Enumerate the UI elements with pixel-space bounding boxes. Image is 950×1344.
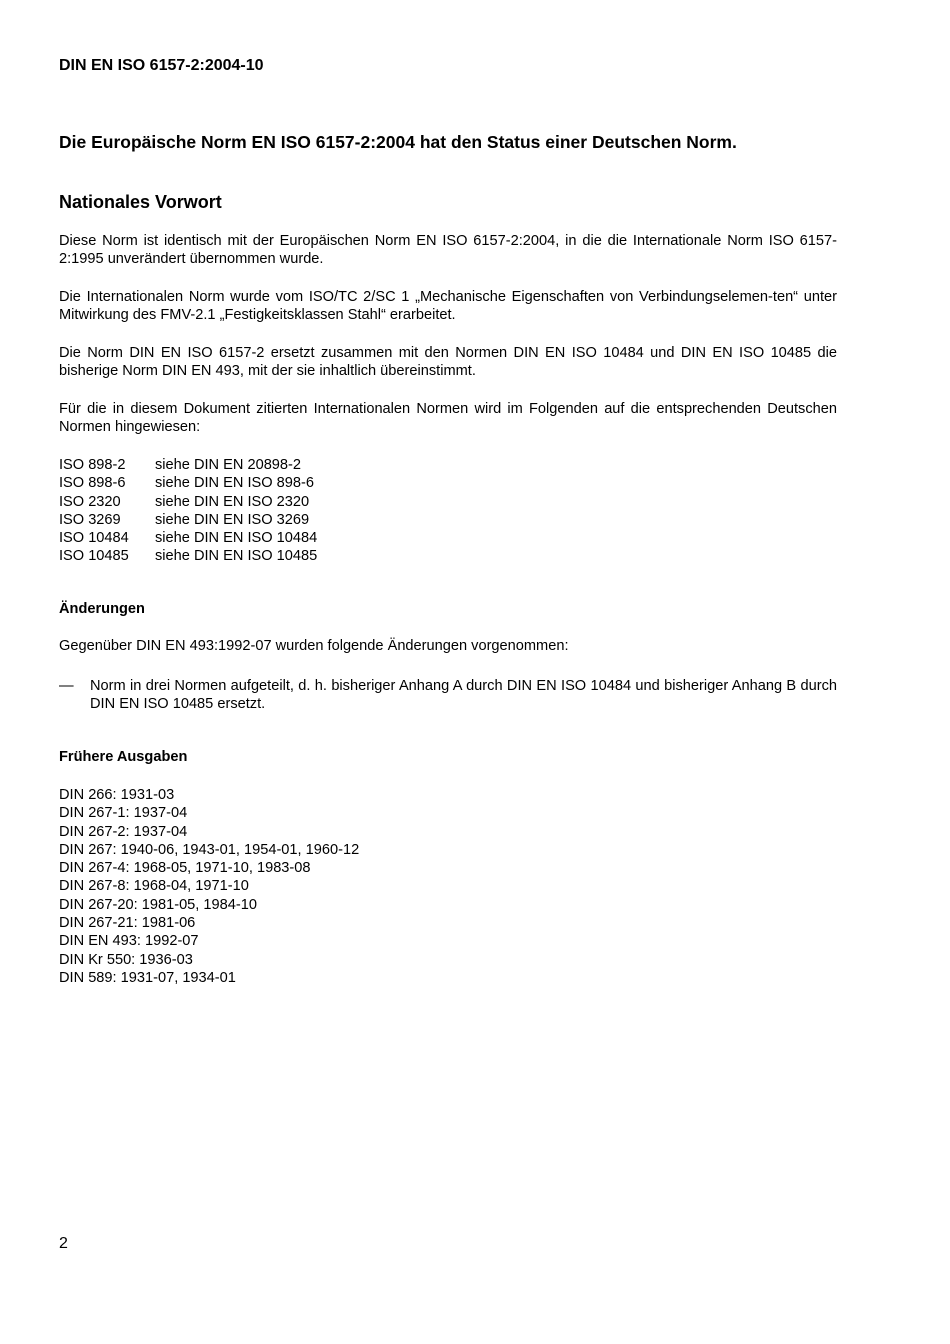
reference-list (59, 456, 317, 566)
edition-item: DIN 589: 1931-07, 1934-01 (59, 969, 236, 986)
din-equivalent: siehe DIN EN ISO 2320 (155, 493, 310, 510)
edition-item: DIN 267-4: 1968-05, 1971-10, 1983-08 (59, 860, 311, 877)
din-equivalent: siehe DIN EN ISO 3269 (155, 511, 310, 528)
dash-bullet: — (59, 678, 74, 694)
change-item-text: Norm in drei Normen aufgeteilt, d. h. bisheriger Anhang A durch DIN EN ISO 10484 und bisheriger Anhang B durch DIN EN ISO 10485 ersetzt. (90, 678, 837, 713)
section-title-aenderungen: Änderungen (59, 601, 145, 617)
edition-item: DIN 267-21: 1981-06 (59, 915, 196, 932)
vorwort-paragraph: Die Norm DIN EN ISO 6157-2 ersetzt zusammen mit den Normen DIN EN ISO 10484 und DIN EN ISO 10485 die bisherige Norm DIN EN 493, mit der sie inhaltlich übereinstimmt. (59, 345, 837, 380)
status-statement: Die Europäische Norm EN ISO 6157-2:2004 hat den Status einer Deutschen Norm. (59, 132, 737, 152)
section-title-fruehere-ausgaben: Frühere Ausgaben (59, 749, 188, 765)
list-item (59, 677, 837, 714)
reference-row (59, 474, 317, 492)
edition-item: DIN 267-1: 1937-04 (59, 805, 188, 822)
iso-code: ISO 898-2 (59, 457, 126, 473)
iso-code: ISO 2320 (59, 493, 121, 510)
edition-item: DIN 266: 1931-03 (59, 787, 175, 803)
reference-row (59, 493, 317, 511)
vorwort-paragraph: Für die in diesem Dokument zitierten Internationalen Normen wird im Folgenden auf die entsprechenden Deutschen Normen hingewiesen: (59, 401, 837, 436)
reference-row (59, 456, 317, 474)
iso-code: ISO 898-6 (59, 475, 126, 492)
page-number: 2 (59, 1235, 68, 1252)
vorwort-paragraph: Die Internationalen Norm wurde vom ISO/TC 2/SC 1 „Mechanische Eigenschaften von Verbindungselemen-ten“ unter Mitwirkung des FMV-2.1 „Festigkeitsklassen Stahl“ erarbeitet. (59, 289, 837, 324)
din-equivalent: siehe DIN EN ISO 10485 (155, 548, 318, 565)
reference-row (59, 511, 317, 529)
din-equivalent: siehe DIN EN ISO 10484 (155, 530, 318, 547)
aenderungen-intro: Gegenüber DIN EN 493:1992-07 wurden folgende Änderungen vorgenommen: (59, 638, 569, 654)
document-header-id: DIN EN ISO 6157-2:2004-10 (59, 57, 264, 74)
iso-code: ISO 10485 (59, 548, 129, 565)
reference-row (59, 529, 317, 547)
din-equivalent: siehe DIN EN ISO 898-6 (155, 475, 314, 492)
edition-item: DIN EN 493: 1992-07 (59, 933, 199, 950)
edition-list (59, 786, 359, 987)
iso-code: ISO 10484 (59, 530, 129, 547)
edition-item: DIN 267: 1940-06, 1943-01, 1954-01, 1960-12 (59, 841, 360, 858)
edition-item: DIN Kr 550: 1936-03 (59, 951, 193, 968)
din-equivalent: siehe DIN EN 20898-2 (155, 457, 302, 473)
edition-item: DIN 267-20: 1981-05, 1984-10 (59, 896, 257, 913)
vorwort-paragraph: Diese Norm ist identisch mit der Europäischen Norm EN ISO 6157-2:2004, in die die Internationale Norm ISO 6157-2:1995 unverändert übernommen wurde. (59, 233, 837, 268)
edition-item: DIN 267-8: 1968-04, 1971-10 (59, 878, 249, 895)
edition-item: DIN 267-2: 1937-04 (59, 823, 188, 840)
reference-row (59, 547, 317, 565)
iso-code: ISO 3269 (59, 511, 121, 528)
section-title-vorwort: Nationales Vorwort (59, 192, 222, 212)
